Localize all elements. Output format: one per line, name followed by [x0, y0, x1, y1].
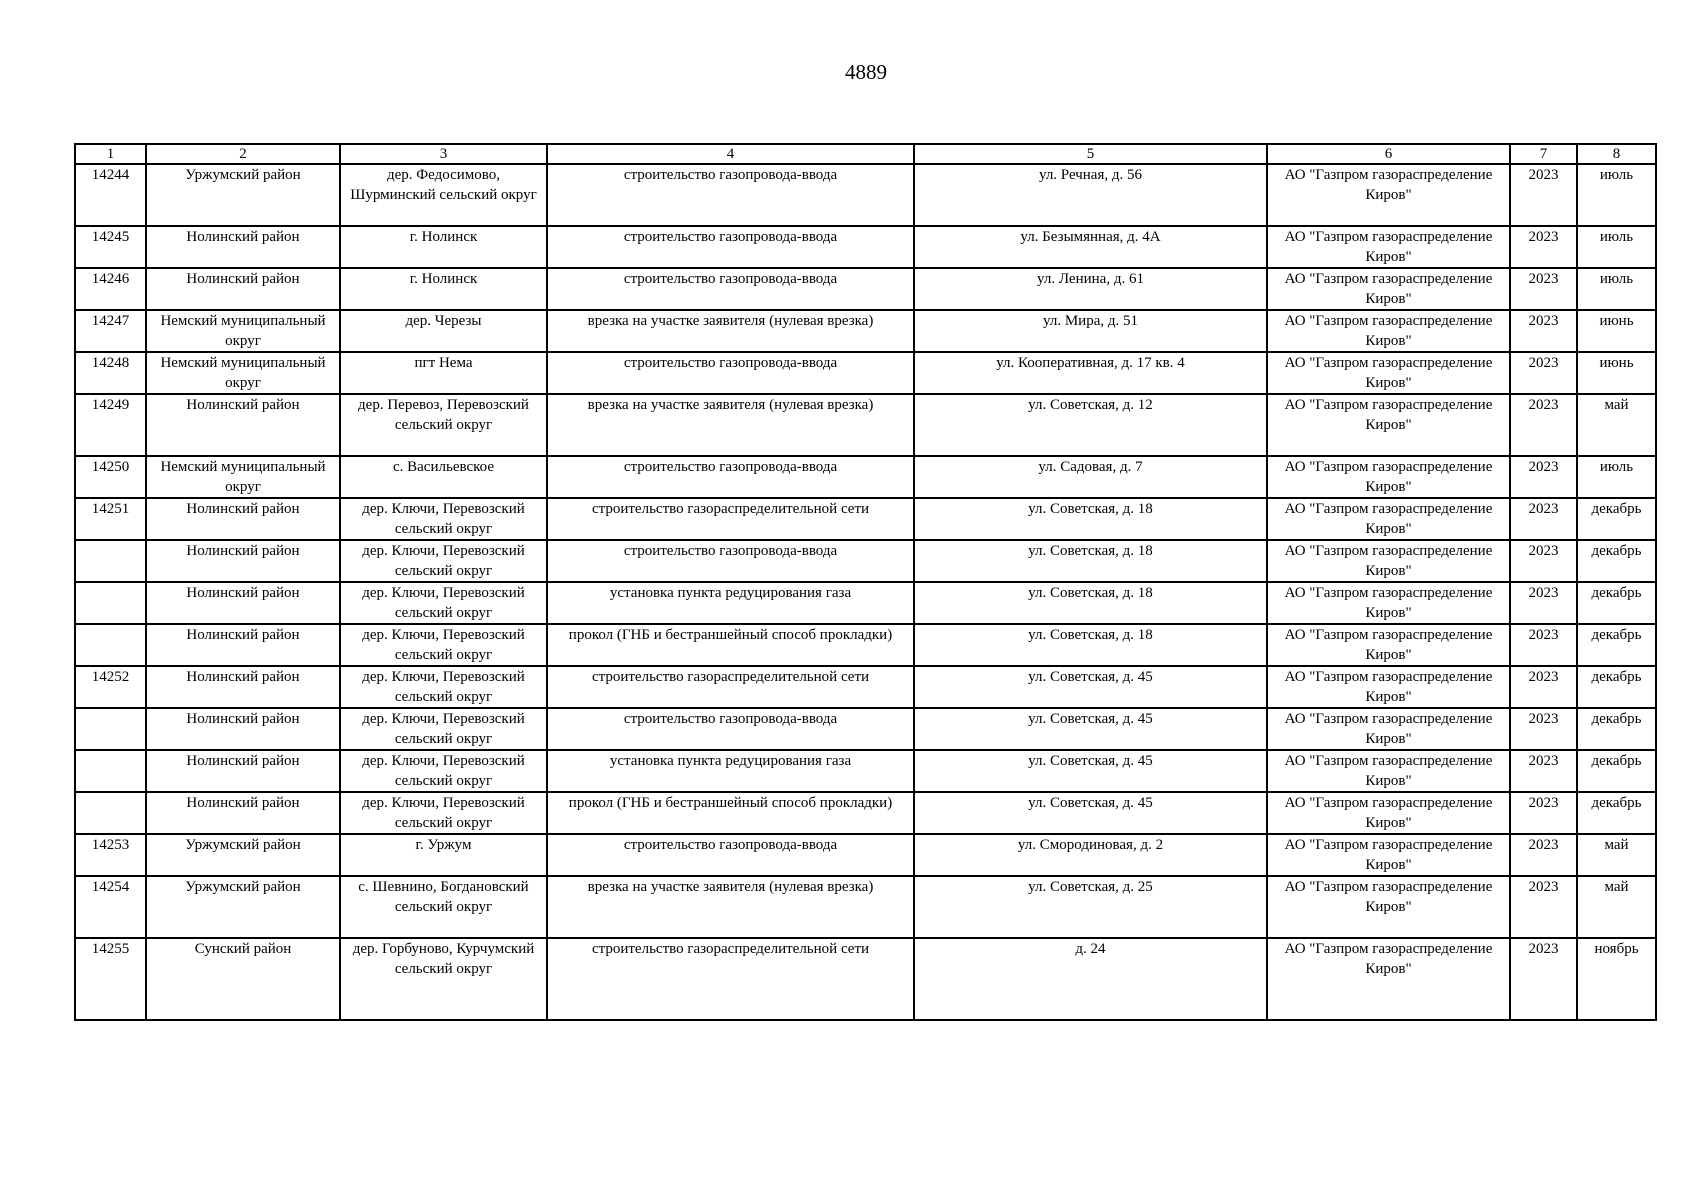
address-cell: ул. Советская, д. 45: [914, 666, 1267, 708]
table-row: [75, 456, 1656, 498]
row-number-cell: [75, 750, 146, 792]
settlement-cell: дер. Ключи, Перевозский сельский округ: [340, 792, 547, 834]
organization-cell: АО "Газпром газораспределение Киров": [1267, 666, 1510, 708]
row-number-cell: 14246: [75, 268, 146, 310]
address-cell: д. 24: [914, 938, 1267, 1020]
table-row: [75, 582, 1656, 624]
district-cell: Нолинский район: [146, 394, 340, 456]
year-cell: 2023: [1510, 310, 1577, 352]
organization-cell: АО "Газпром газораспределение Киров": [1267, 792, 1510, 834]
row-number-cell: 14245: [75, 226, 146, 268]
month-cell: июнь: [1577, 352, 1656, 394]
month-cell: июль: [1577, 164, 1656, 226]
address-cell: ул. Безымянная, д. 4А: [914, 226, 1267, 268]
table-row: [75, 352, 1656, 394]
table-row: [75, 750, 1656, 792]
settlement-cell: дер. Ключи, Перевозский сельский округ: [340, 582, 547, 624]
month-cell: декабрь: [1577, 666, 1656, 708]
organization-cell: АО "Газпром газораспределение Киров": [1267, 456, 1510, 498]
work-type-cell: врезка на участке заявителя (нулевая врезка): [547, 876, 914, 938]
row-number-cell: 14252: [75, 666, 146, 708]
table-row: [75, 938, 1656, 1020]
settlement-cell: дер. Черезы: [340, 310, 547, 352]
year-cell: 2023: [1510, 708, 1577, 750]
organization-cell: АО "Газпром газораспределение Киров": [1267, 540, 1510, 582]
address-cell: ул. Советская, д. 18: [914, 582, 1267, 624]
work-type-cell: установка пункта редуцирования газа: [547, 750, 914, 792]
organization-cell: АО "Газпром газораспределение Киров": [1267, 624, 1510, 666]
year-cell: 2023: [1510, 666, 1577, 708]
table-row: [75, 164, 1656, 226]
month-cell: май: [1577, 876, 1656, 938]
row-number-cell: 14244: [75, 164, 146, 226]
month-cell: декабрь: [1577, 708, 1656, 750]
table-row: [75, 310, 1656, 352]
month-cell: декабрь: [1577, 792, 1656, 834]
district-cell: Немский муниципальный округ: [146, 310, 340, 352]
district-cell: Нолинский район: [146, 540, 340, 582]
year-cell: 2023: [1510, 226, 1577, 268]
address-cell: ул. Речная, д. 56: [914, 164, 1267, 226]
col-header-3: 3: [340, 144, 547, 164]
row-number-cell: [75, 624, 146, 666]
work-type-cell: строительство газопровода-ввода: [547, 226, 914, 268]
settlement-cell: дер. Ключи, Перевозский сельский округ: [340, 540, 547, 582]
district-cell: Немский муниципальный округ: [146, 352, 340, 394]
table-row: [75, 394, 1656, 456]
registry-table: [74, 143, 1657, 1021]
work-type-cell: строительство газопровода-ввода: [547, 540, 914, 582]
address-cell: ул. Садовая, д. 7: [914, 456, 1267, 498]
row-number-cell: 14250: [75, 456, 146, 498]
table-row: [75, 666, 1656, 708]
organization-cell: АО "Газпром газораспределение Киров": [1267, 310, 1510, 352]
district-cell: Немский муниципальный округ: [146, 456, 340, 498]
settlement-cell: дер. Перевоз, Перевозский сельский округ: [340, 394, 547, 456]
district-cell: Уржумский район: [146, 876, 340, 938]
organization-cell: АО "Газпром газораспределение Киров": [1267, 394, 1510, 456]
col-header-6: 6: [1267, 144, 1510, 164]
year-cell: 2023: [1510, 456, 1577, 498]
table-row: [75, 624, 1656, 666]
col-header-2: 2: [146, 144, 340, 164]
work-type-cell: врезка на участке заявителя (нулевая врезка): [547, 394, 914, 456]
district-cell: Уржумский район: [146, 164, 340, 226]
district-cell: Нолинский район: [146, 582, 340, 624]
work-type-cell: установка пункта редуцирования газа: [547, 582, 914, 624]
address-cell: ул. Советская, д. 18: [914, 624, 1267, 666]
month-cell: декабрь: [1577, 540, 1656, 582]
organization-cell: АО "Газпром газораспределение Киров": [1267, 876, 1510, 938]
address-cell: ул. Ленина, д. 61: [914, 268, 1267, 310]
month-cell: декабрь: [1577, 624, 1656, 666]
work-type-cell: прокол (ГНБ и бестраншейный способ прокладки): [547, 792, 914, 834]
year-cell: 2023: [1510, 834, 1577, 876]
year-cell: 2023: [1510, 792, 1577, 834]
work-type-cell: строительство газопровода-ввода: [547, 456, 914, 498]
organization-cell: АО "Газпром газораспределение Киров": [1267, 268, 1510, 310]
work-type-cell: строительство газопровода-ввода: [547, 708, 914, 750]
organization-cell: АО "Газпром газораспределение Киров": [1267, 582, 1510, 624]
address-cell: ул. Советская, д. 45: [914, 792, 1267, 834]
address-cell: ул. Советская, д. 12: [914, 394, 1267, 456]
col-header-1: 1: [75, 144, 146, 164]
table-row: [75, 792, 1656, 834]
row-number-cell: [75, 582, 146, 624]
district-cell: Уржумский район: [146, 834, 340, 876]
header-row: [75, 144, 1656, 164]
row-number-cell: 14247: [75, 310, 146, 352]
col-header-8: 8: [1577, 144, 1656, 164]
row-number-cell: [75, 792, 146, 834]
address-cell: ул. Советская, д. 45: [914, 750, 1267, 792]
settlement-cell: дер. Ключи, Перевозский сельский округ: [340, 498, 547, 540]
address-cell: ул. Советская, д. 25: [914, 876, 1267, 938]
organization-cell: АО "Газпром газораспределение Киров": [1267, 938, 1510, 1020]
row-number-cell: 14248: [75, 352, 146, 394]
year-cell: 2023: [1510, 750, 1577, 792]
row-number-cell: [75, 540, 146, 582]
settlement-cell: г. Нолинск: [340, 268, 547, 310]
month-cell: июнь: [1577, 310, 1656, 352]
district-cell: Нолинский район: [146, 498, 340, 540]
settlement-cell: дер. Горбуново, Курчумский сельский округ: [340, 938, 547, 1020]
district-cell: Нолинский район: [146, 624, 340, 666]
table-body: [75, 164, 1656, 1020]
page-number: 4889: [845, 60, 887, 84]
work-type-cell: строительство газопровода-ввода: [547, 352, 914, 394]
district-cell: Нолинский район: [146, 268, 340, 310]
row-number-cell: 14253: [75, 834, 146, 876]
organization-cell: АО "Газпром газораспределение Киров": [1267, 352, 1510, 394]
district-cell: Нолинский район: [146, 666, 340, 708]
table-row: [75, 876, 1656, 938]
col-header-7: 7: [1510, 144, 1577, 164]
month-cell: июль: [1577, 226, 1656, 268]
row-number-cell: 14254: [75, 876, 146, 938]
district-cell: Нолинский район: [146, 792, 340, 834]
month-cell: ноябрь: [1577, 938, 1656, 1020]
month-cell: июль: [1577, 456, 1656, 498]
month-cell: декабрь: [1577, 582, 1656, 624]
work-type-cell: врезка на участке заявителя (нулевая врезка): [547, 310, 914, 352]
year-cell: 2023: [1510, 876, 1577, 938]
year-cell: 2023: [1510, 164, 1577, 226]
district-cell: Нолинский район: [146, 226, 340, 268]
col-header-5: 5: [914, 144, 1267, 164]
col-header-4: 4: [547, 144, 914, 164]
address-cell: ул. Советская, д. 45: [914, 708, 1267, 750]
organization-cell: АО "Газпром газораспределение Киров": [1267, 750, 1510, 792]
year-cell: 2023: [1510, 268, 1577, 310]
month-cell: июль: [1577, 268, 1656, 310]
table-row: [75, 268, 1656, 310]
table-row: [75, 540, 1656, 582]
row-number-cell: 14251: [75, 498, 146, 540]
year-cell: 2023: [1510, 498, 1577, 540]
table-row: [75, 834, 1656, 876]
work-type-cell: строительство газораспределительной сети: [547, 498, 914, 540]
organization-cell: АО "Газпром газораспределение Киров": [1267, 164, 1510, 226]
settlement-cell: дер. Федосимово, Шурминский сельский округ: [340, 164, 547, 226]
organization-cell: АО "Газпром газораспределение Киров": [1267, 708, 1510, 750]
row-number-cell: 14255: [75, 938, 146, 1020]
address-cell: ул. Советская, д. 18: [914, 540, 1267, 582]
settlement-cell: с. Шевнино, Богдановский сельский округ: [340, 876, 547, 938]
year-cell: 2023: [1510, 624, 1577, 666]
work-type-cell: строительство газопровода-ввода: [547, 268, 914, 310]
row-number-cell: [75, 708, 146, 750]
year-cell: 2023: [1510, 394, 1577, 456]
settlement-cell: с. Васильевское: [340, 456, 547, 498]
table-row: [75, 708, 1656, 750]
district-cell: Нолинский район: [146, 750, 340, 792]
work-type-cell: строительство газораспределительной сети: [547, 666, 914, 708]
month-cell: май: [1577, 394, 1656, 456]
address-cell: ул. Советская, д. 18: [914, 498, 1267, 540]
work-type-cell: строительство газопровода-ввода: [547, 164, 914, 226]
year-cell: 2023: [1510, 582, 1577, 624]
settlement-cell: дер. Ключи, Перевозский сельский округ: [340, 666, 547, 708]
organization-cell: АО "Газпром газораспределение Киров": [1267, 834, 1510, 876]
address-cell: ул. Смородиновая, д. 2: [914, 834, 1267, 876]
district-cell: Сунский район: [146, 938, 340, 1020]
row-number-cell: 14249: [75, 394, 146, 456]
year-cell: 2023: [1510, 352, 1577, 394]
settlement-cell: г. Уржум: [340, 834, 547, 876]
settlement-cell: дер. Ключи, Перевозский сельский округ: [340, 750, 547, 792]
organization-cell: АО "Газпром газораспределение Киров": [1267, 498, 1510, 540]
month-cell: май: [1577, 834, 1656, 876]
address-cell: ул. Кооперативная, д. 17 кв. 4: [914, 352, 1267, 394]
work-type-cell: строительство газораспределительной сети: [547, 938, 914, 1020]
work-type-cell: строительство газопровода-ввода: [547, 834, 914, 876]
organization-cell: АО "Газпром газораспределение Киров": [1267, 226, 1510, 268]
settlement-cell: дер. Ключи, Перевозский сельский округ: [340, 624, 547, 666]
table-row: [75, 498, 1656, 540]
settlement-cell: пгт Нема: [340, 352, 547, 394]
work-type-cell: прокол (ГНБ и бестраншейный способ прокладки): [547, 624, 914, 666]
month-cell: декабрь: [1577, 750, 1656, 792]
settlement-cell: дер. Ключи, Перевозский сельский округ: [340, 708, 547, 750]
district-cell: Нолинский район: [146, 708, 340, 750]
address-cell: ул. Мира, д. 51: [914, 310, 1267, 352]
table-row: [75, 226, 1656, 268]
month-cell: декабрь: [1577, 498, 1656, 540]
settlement-cell: г. Нолинск: [340, 226, 547, 268]
year-cell: 2023: [1510, 540, 1577, 582]
year-cell: 2023: [1510, 938, 1577, 1020]
